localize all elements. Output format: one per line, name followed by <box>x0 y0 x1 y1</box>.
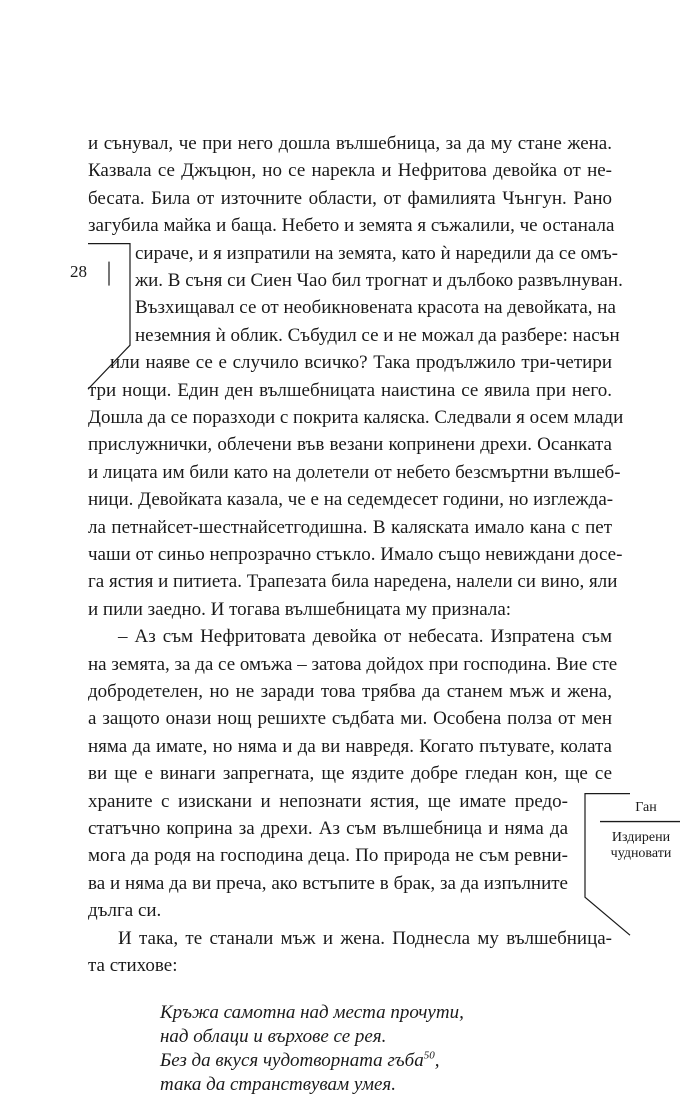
text-line: загубила майка и баща. Небето и земята я съжалили, че останала <box>88 215 615 237</box>
text-line: сираче, и я изпратили на земята, като ѝ наредили да се омъ- <box>135 242 618 264</box>
text-line: Казвала се Джъцюн, но се нарекла и Нефритова девойка от не- <box>88 160 612 182</box>
text-line: и сънувал, че при него дошла вълшебница, за да му стане жена. <box>88 133 612 154</box>
running-head-title-line-2: чудновати <box>610 845 672 861</box>
text-line: та стихове: <box>88 955 178 976</box>
running-head-title-line-1: Издирени <box>611 829 671 845</box>
footnote-reference[interactable]: 50 <box>423 1050 435 1063</box>
text-line: три нощи. Един ден вълшебницата наистина се явила при него. <box>88 379 612 401</box>
text-line: прислужнички, облечени във везани копринени дрехи. Осанката <box>88 434 612 456</box>
running-head-title <box>601 830 681 862</box>
text-line: и пили заедно. И тогава вълшебницата му признала: <box>88 598 512 620</box>
text-line: няма да имате, но няма и да ви навредя. Когато пътувате, колата <box>88 735 612 757</box>
text-line: а защото онази нощ решихте съдбата ми. Особена полза от мен <box>88 708 612 730</box>
poem-line: така да странствувам умея. <box>160 1074 396 1096</box>
text-line: жи. В съня си Сиен Чао бил трогнат и дълбоко развълнуван. <box>135 270 623 291</box>
text-line: на земята, за да се омъжа – затова дойдох при господина. Вие сте <box>88 653 618 675</box>
text-line: И така, те станали мъж и жена. Поднесла му вълшебница- <box>118 927 612 949</box>
text-line: ви ще е винаги запрегната, ще яздите добре гледан кон, ще се <box>88 763 612 785</box>
text-line: Възхищавал се от необикновената красота на девойката, на <box>135 297 616 319</box>
running-head-author: Ган <box>635 799 657 815</box>
poem-line: Без да вкуся чудотворната гъба$^{50}$, <box>160 1050 440 1072</box>
text-line: дълга си. <box>88 900 162 922</box>
poem-line: над облаци и върхове се рея. <box>160 1026 387 1048</box>
page-number: 28 <box>70 261 87 281</box>
text-line: бесата. Била от източните области, от фамилията Чънгун. Рано <box>88 187 612 209</box>
poem-line: Кръжа самотна над места прочути, <box>160 1002 464 1024</box>
text-line: Дошла да се поразходи с покрита каляска. Следвали я осем млади <box>88 407 624 428</box>
text-line: или наяве се е случило всичко? Така продължило три-четири <box>110 352 612 374</box>
text-line: ва и няма да ви преча, ако встъпите в брак, за да изпълните <box>88 872 568 894</box>
text-line: статъчно коприна за дрехи. Аз съм вълшебница и няма да <box>88 818 568 839</box>
text-line: добродетелен, но не заради това трябва да станем мъж и жена, <box>88 681 612 702</box>
text-line: храните с изискани и непознати ястия, ще имате предо- <box>88 790 568 812</box>
text-line: – Аз съм Нефритовата девойка от небесата. Изпратена съм <box>118 626 612 648</box>
text-line: га ястия и питиета. Трапезата била наредена, налели си вино, яли <box>88 571 618 593</box>
text-line: ници. Девойката казала, че е на седемдесет години, но изглежда- <box>88 489 614 511</box>
text-line: мога да родя на господина деца. По природа не съм ревни- <box>88 845 568 867</box>
text-line: неземния ѝ облик. Събудил се и не можал да разбере: насън <box>135 324 620 346</box>
text-line: и лицата им били като на долетели от небето безсмъртни вълшеб- <box>88 461 621 483</box>
poem-line-text: Без да вкуся чудотворната гъба <box>160 1050 424 1072</box>
text-line: ла петнайсет-шестнайсетгодишна. В каляската имало кана с пет <box>88 516 612 538</box>
text-line: чаши от синьо непрозрачно стъкло. Имало също невиждани досе- <box>88 544 623 565</box>
